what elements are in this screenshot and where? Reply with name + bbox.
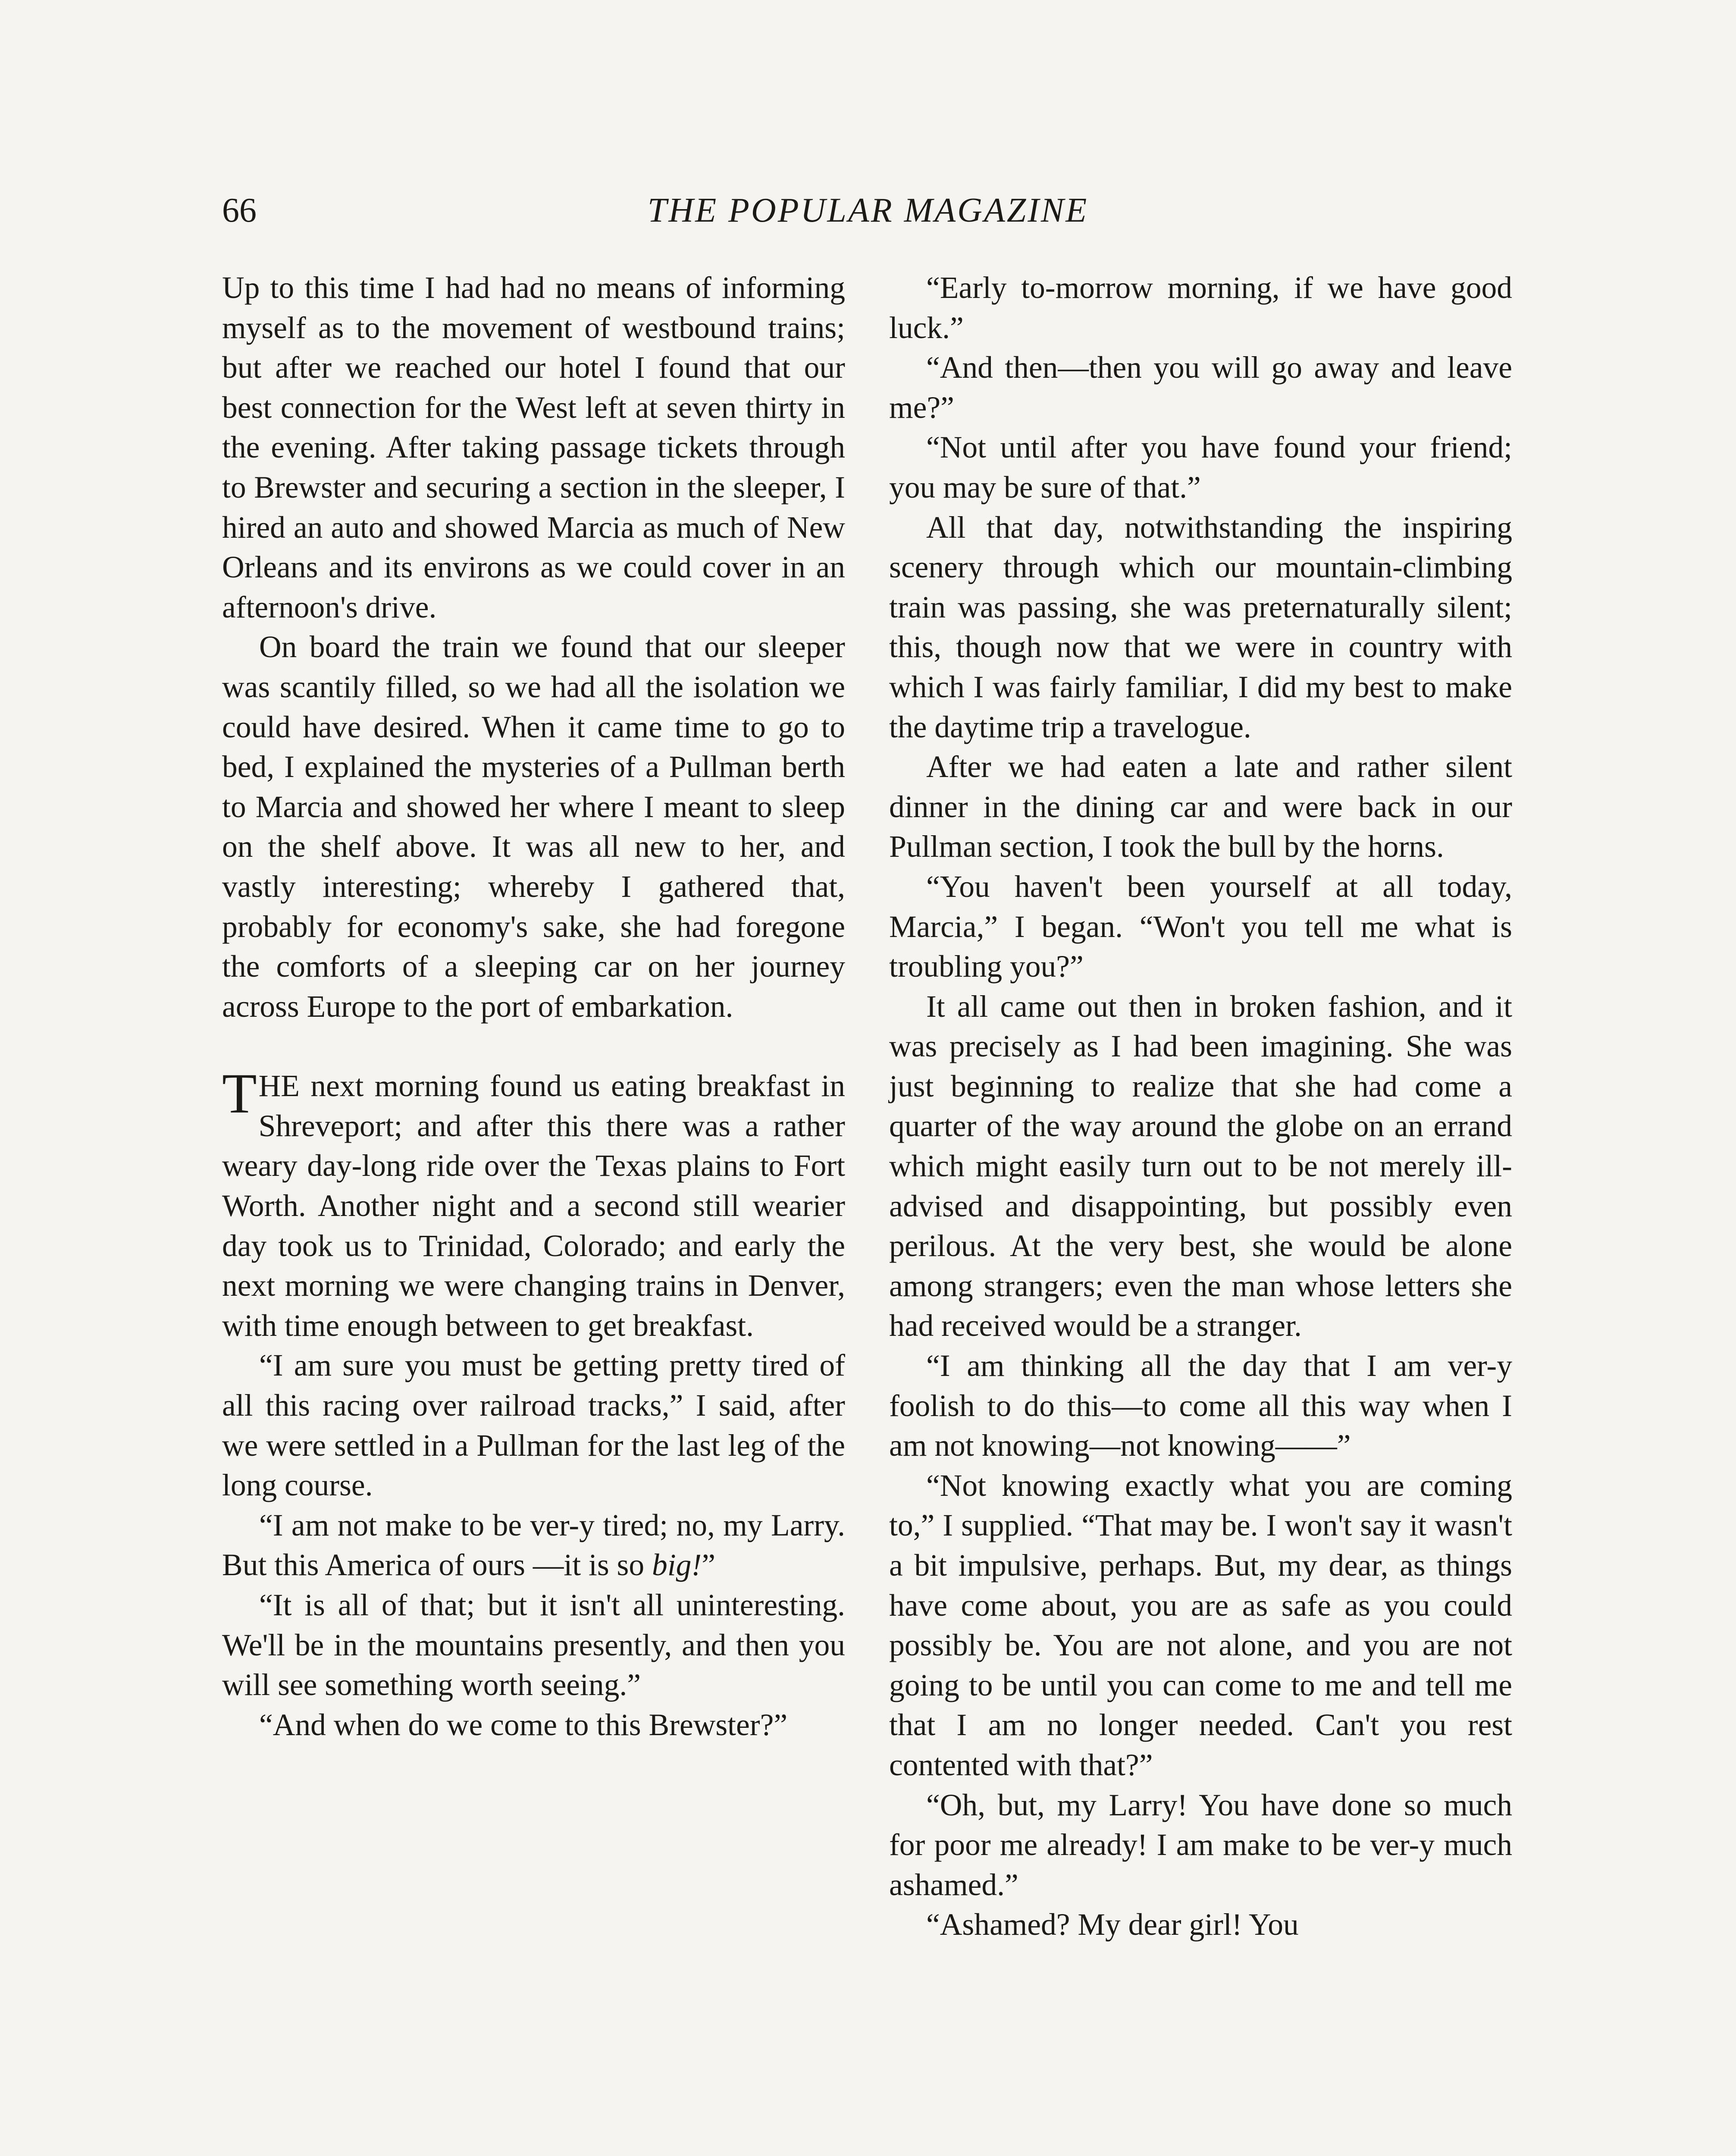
paragraph: “It is all of that; but it isn't all uninteresting. We'll be in the mountains presently, and then you will see something worth seeing.” bbox=[222, 1588, 845, 1702]
paragraph-text: HE next morning found us eating breakfast in Shreveport; and after this there was a rather weary day-long ride over the Texas plains to Fort Worth. Another night and a second still wearier day took us to Trinidad, Colorado; and early the next morning we were changing trains in Denver, with time enough between to get breakfast. bbox=[222, 1069, 845, 1343]
paragraph: “Not until after you have found your friend; you may be sure of that.” bbox=[889, 430, 1512, 505]
paragraph: “I am sure you must be getting pretty tired of all this racing over railroad tracks,” I said, after we were settled in a Pullman for the last leg of the long course. bbox=[222, 1348, 845, 1503]
running-head: THE POPULAR MAGAZINE bbox=[647, 191, 1089, 229]
paragraph: On board the train we found that our sleeper was scantily filled, so we had all the isolation we could have desired. When it came time to go to bed, I explained the mysteries of a Pullman berth to Marcia and showed her where I meant to sleep on the shelf above. It was all new to her, and vastly interesting; whereby I gathered that, probably for economy's sake, she had foregone the comforts of a sleeping car on her journey across Europe to the port of embarkation. bbox=[222, 630, 845, 1024]
left-column bbox=[222, 268, 845, 1745]
paragraph: “And then—then you will go away and leave me?” bbox=[889, 351, 1512, 425]
paragraph: It all came out then in broken fashion, and it was precisely as I had been imagining. She was just beginning to realize that she had come a quarter of the way around the globe on an errand which might easily turn out to be not merely ill-advised and disappointing, but possibly even perilous. At the very best, she would be alone among strangers; even the man whose letters she had received would be a stranger. bbox=[889, 989, 1512, 1343]
paragraph: “Oh, but, my Larry! You have done so much for poor me already! I am make to be ver-y much ashamed.” bbox=[889, 1788, 1512, 1902]
paragraph: “Ashamed? My dear girl! You bbox=[926, 1908, 1299, 1942]
paragraph: Up to this time I had had no means of informing myself as to the movement of westbound trains; but after we reached our hotel I found that our best connection for the West left at seven thirty in the evening. After taking passage tickets through to Brewster and securing a section in the sleeper, I hired an auto and showed Marcia as much of New Orleans and its environs as we could cover in an afternoon's drive. bbox=[222, 271, 845, 624]
drop-cap: T bbox=[222, 1062, 257, 1125]
right-column bbox=[889, 268, 1512, 1945]
paragraph: “And when do we come to this Brewster?” bbox=[259, 1708, 788, 1742]
section-opening-paragraph bbox=[222, 1062, 845, 1346]
paragraph bbox=[222, 1506, 845, 1586]
paragraph: “You haven't been yourself at all today, Marcia,” I began. “Won't you tell me what is troubling you?” bbox=[889, 869, 1512, 984]
paragraph: “Early to-morrow morning, if we have good luck.” bbox=[889, 271, 1512, 345]
paragraph: After we had eaten a late and rather silent dinner in the dining car and were back in our Pullman section, I took the bull by the horns. bbox=[889, 750, 1512, 864]
page-number: 66 bbox=[222, 191, 257, 229]
paragraph: “Not knowing exactly what you are coming to,” I supplied. “That may be. I won't say it wasn't a bit impulsive, perhaps. But, my dear, as things have come about, you are as safe as you could possibly be. You are not alone, and you are not going to be until you can come to me and tell me that I am no longer needed. Can't you rest contented with that?” bbox=[889, 1468, 1512, 1782]
paragraph: All that day, notwithstanding the inspiring scenery through which our mountain-climbing train was passing, she was preternaturally silent; this, though now that we were in country with which I was fairly familiar, I did my best to make the daytime trip a travelogue. bbox=[889, 510, 1512, 744]
paragraph-text: “I am not make to be ver-y tired; no, my Larry. But this America of ours —it is so bbox=[222, 1508, 845, 1583]
paragraph-text: ” bbox=[702, 1548, 715, 1583]
emphasis-text: big! bbox=[652, 1548, 702, 1583]
paragraph: “I am thinking all the day that I am ver-y foolish to do this—to come all this way when I am not knowing—not knowing——” bbox=[889, 1349, 1512, 1463]
